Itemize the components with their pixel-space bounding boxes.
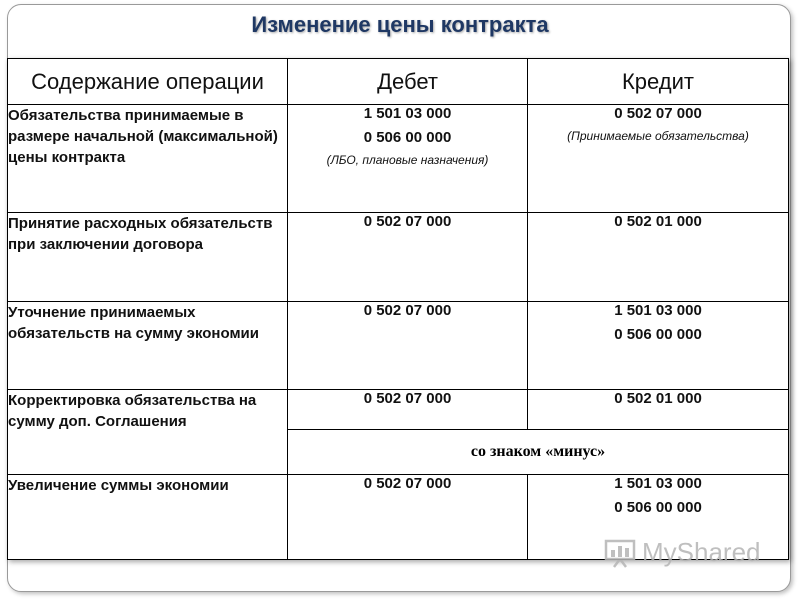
account-code: 1 501 03 000 [614,475,702,492]
table-row [8,390,789,430]
credit-cell [528,105,789,213]
account-code: 0 506 00 000 [614,326,702,343]
table-row [8,105,789,213]
account-code: 0 502 01 000 [614,390,702,407]
operation-cell: Корректировка обязательства на сумму доп. Соглашения [8,390,288,475]
minus-sign-note: со знаком «минус» [288,430,789,475]
credit-cell [528,390,789,430]
account-code: 0 502 07 000 [363,390,452,407]
account-code: 0 506 00 000 [363,129,452,146]
operation-cell: Увеличение суммы экономии [8,475,288,560]
account-note: (ЛБО, плановые назначения) [326,153,489,167]
header-debit: Дебет [288,59,528,105]
table-row [8,302,789,390]
operation-cell: Принятие расходных обязательств при заключении договора [8,213,288,302]
credit-cell [528,213,789,302]
account-code: 0 502 07 000 [363,475,452,492]
debit-cell [288,105,528,213]
account-code: 0 502 01 000 [614,213,702,230]
account-code: 0 502 07 000 [614,105,702,122]
presentation-board-icon [604,538,638,568]
operation-cell: Уточнение принимаемых обязательств на сумму экономии [8,302,288,390]
credit-cell [528,302,789,390]
account-code: 0 506 00 000 [614,499,702,516]
account-code: 0 502 07 000 [363,213,452,230]
debit-cell [288,213,528,302]
page-title: Изменение цены контракта [251,12,549,37]
debit-cell [288,302,528,390]
watermark-logo [604,537,761,568]
table-row [8,213,789,302]
header-operation: Содержание операции [8,59,288,105]
account-code: 1 501 03 000 [363,105,452,122]
operations-table [7,58,789,560]
debit-cell [288,390,528,430]
account-code: 1 501 03 000 [614,302,702,319]
debit-cell [288,475,528,560]
header-credit: Кредит [528,59,789,105]
account-code: 0 502 07 000 [363,302,452,319]
operation-cell: Обязательства принимаемые в размере начальной (максимальной) цены контракта [8,105,288,213]
table-header-row [8,59,789,105]
watermark-text: MyShared [642,537,761,567]
account-note: (Принимаемые обязательства) [567,129,749,143]
